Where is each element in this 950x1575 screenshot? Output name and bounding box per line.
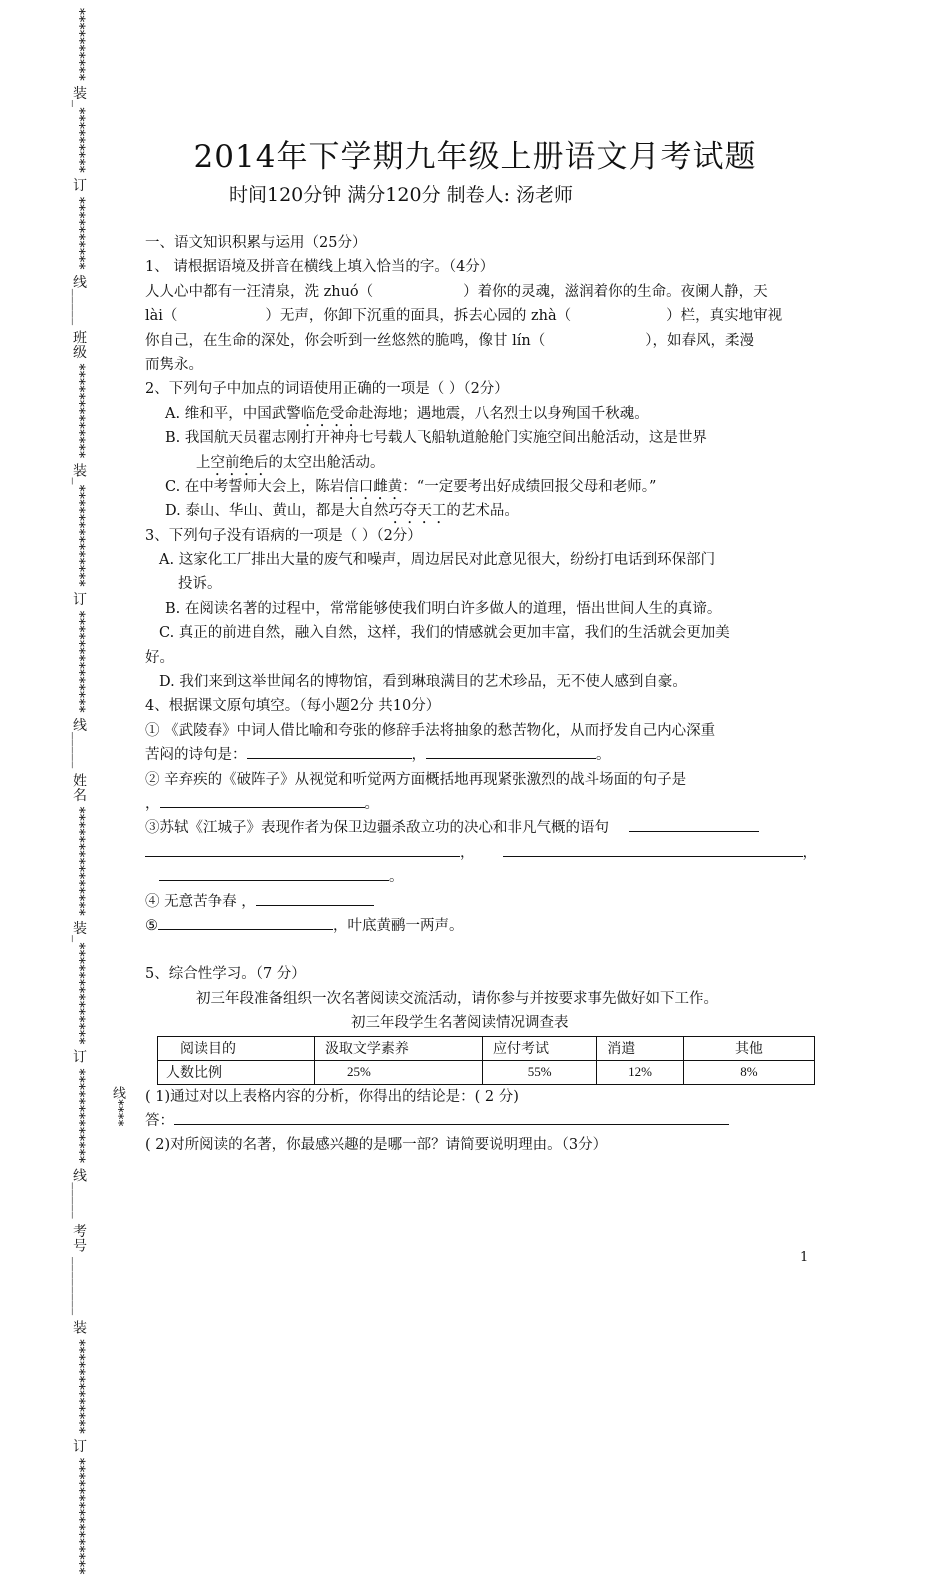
q2-dotted-word: 信口雌黄 <box>344 478 403 495</box>
table-header-row <box>158 1036 815 1060</box>
q1-line1 <box>145 280 815 304</box>
q3-option-c: C. 真正的前进自然，融入自然，这样，我们的情感就会更加丰富，我们的生活就会更加美 <box>159 625 730 642</box>
q2-text: 赴海地；遇地震，八名烈士以身殉国千秋魂。 <box>358 405 649 422</box>
q4-text: ， <box>802 844 817 861</box>
answer-label: 答： <box>145 1112 174 1129</box>
q5-sub2: ( 2)对所阅读的名著，你最感兴趣的是哪一部？请简要说明理由。（3分） <box>145 1137 608 1154</box>
binding-margin-tail <box>108 1086 126 1146</box>
q1-text: ）栏，真实地审视 <box>666 308 783 325</box>
q3-option-b: B. 在阅读名著的过程中，常常能够使我们明白许多做人的道理，悟出世间人生的真谛。 <box>165 600 722 617</box>
q1-text: ）无声，你卸下沉重的面具，拆去心园的 zhà（ <box>265 308 572 325</box>
table-cell: 55% <box>482 1060 596 1084</box>
q2-text: ：“一定要考出好成绩回报父母和老师。” <box>402 478 657 495</box>
answer-blank[interactable] <box>158 914 333 930</box>
q3-option-a: A. 这家化工厂排出大量的废气和噪声，周边居民对此意见很大，纷纷打电话到环保部门 <box>159 552 716 569</box>
table-cell: 汲取文学素养 <box>314 1036 482 1060</box>
q1-line3 <box>145 329 815 353</box>
q3-option-a-cont: 投诉。 <box>178 576 222 593</box>
table-cell: 阅读目的 <box>158 1036 315 1060</box>
q4-text: ④ 无意苦争春 ， <box>145 893 256 910</box>
answer-blank[interactable] <box>256 890 374 906</box>
section1-heading: 一、语文知识积累与运用（25分） <box>145 235 367 251</box>
q4-text: ，叶底黄鹂一两声。 <box>333 917 464 934</box>
q4-item1: ① 《武陵春》中词人借比喻和夸张的修辞手法将抽象的愁苦物化，从而抒发自己内心深重 <box>145 722 716 739</box>
q2-option-d <box>145 499 815 523</box>
table-row <box>158 1060 815 1084</box>
q4-item5 <box>145 914 815 938</box>
q4-text: 。 <box>364 795 379 812</box>
q5-prompt: 5、综合性学习。（7 分） <box>145 966 306 983</box>
q4-text: ③苏轼《江城子》表现作者为保卫边疆杀敌立功的决心和非凡气概的语句 <box>145 820 609 837</box>
binding-column-tail-text: 线**** <box>110 1086 125 1127</box>
answer-blank[interactable] <box>174 1109 729 1125</box>
q4-prompt: 4、根据课文原句填空。（每小题2分 共10分） <box>145 698 441 715</box>
q3-option-d: D. 我们来到这举世闻名的博物馆，看到琳琅满目的艺术珍品，无不使人感到自豪。 <box>159 674 687 691</box>
q4-text: 。 <box>389 869 404 886</box>
table-cell: 应付考试 <box>482 1036 596 1060</box>
q4-text: ， <box>145 795 160 812</box>
q1-text: 人人心中都有一汪清泉，洗 zhuó（ <box>145 283 374 300</box>
q3-option-c-cont: 好。 <box>145 649 174 666</box>
q2-text: 的太空出舱活动。 <box>268 454 385 471</box>
q2-option-c <box>145 475 815 499</box>
binding-margin-left <box>70 8 88 1575</box>
q1-text: ）着你的灵魂，滋润着你的生命。夜阑人静，天 <box>463 283 768 300</box>
q4-item3-cont <box>145 841 815 865</box>
q1-text: ），如春风，柔漫 <box>645 332 754 349</box>
q2-text: A. 维和平，中国武警 <box>165 405 301 422</box>
answer-blank[interactable] <box>145 841 460 857</box>
q2-prompt: 2、下列句子中加点的词语使用正确的一项是（ ）（2分） <box>145 381 509 398</box>
survey-table-title: 初三年段学生名著阅读情况调查表 <box>351 1015 569 1032</box>
table-cell: 消遣 <box>597 1036 684 1060</box>
survey-table <box>157 1036 815 1085</box>
q4-text: ， <box>411 747 426 764</box>
table-cell: 其他 <box>683 1036 814 1060</box>
q1-prompt: 1、 请根据语境及拼音在横线上填入恰当的字。（4分） <box>145 259 495 276</box>
q2-text: 的艺术品。 <box>446 503 519 520</box>
q3-prompt: 3、下列句子没有语病的一项是（ ）（2分） <box>145 527 422 544</box>
q2-dotted-word: 空前绝后 <box>210 454 269 471</box>
q2-option-b-cont <box>145 451 815 475</box>
exam-subtitle: 时间120分钟 满分120分 制卷人: 汤老师 <box>229 184 574 206</box>
q1-line2 <box>145 304 815 328</box>
q2-option-a <box>145 402 815 426</box>
q4-text: 。 <box>596 747 611 764</box>
binding-column-text: ********** 装_********* 订 ********** 线_____ 班级 ************* 装_************** 订 ************** 线_____ 姓名 *************** 装_************** 订 ************* 线_____ 考号 ________ 装 ************* 订 **************** <box>71 8 87 1575</box>
exam-title: 2014年下学期九年级上册语文月考试题 <box>193 139 757 175</box>
q5-answer-line <box>145 1109 815 1133</box>
page-number: 1 <box>800 1250 809 1265</box>
table-cell: 人数比例 <box>158 1060 315 1084</box>
answer-blank[interactable] <box>629 816 759 832</box>
exam-content <box>145 231 815 1158</box>
table-cell: 25% <box>314 1060 482 1084</box>
q4-item2: ② 辛弃疾的《破阵子》从视觉和听觉两方面概括地再现紧张激烈的战斗场面的句子是 <box>145 771 687 788</box>
q2-text: C. 在中考誓师大会上，陈岩 <box>165 478 345 495</box>
q4-item3 <box>145 816 815 840</box>
q4-item1-cont <box>145 743 815 767</box>
answer-blank[interactable] <box>160 792 365 808</box>
q5-intro: 初三年段准备组织一次名著阅读交流活动，请你参与并按要求事先做好如下工作。 <box>196 990 718 1007</box>
answer-blank[interactable] <box>159 865 389 881</box>
answer-blank[interactable] <box>426 743 596 759</box>
answer-blank[interactable] <box>247 743 412 759</box>
q2-dotted-word: 巧夺天工 <box>388 503 447 520</box>
q2-text: D. 泰山、华山、黄山，都是大自然 <box>165 503 389 520</box>
answer-blank[interactable] <box>503 841 803 857</box>
q5-sub1: ( 1)通过对以上表格内容的分析，你得出的结论是：( 2 分) <box>145 1088 519 1105</box>
q2-dotted-word: 临危受命 <box>300 405 359 422</box>
q4-text: ， <box>460 844 475 861</box>
q2-text: 上 <box>196 454 211 471</box>
q4-text: ⑤ <box>145 917 158 934</box>
q1-text: 你自己，在生命的深处，你会听到一丝悠然的脆鸣，像甘 lín（ <box>145 332 546 349</box>
q4-item4 <box>145 890 815 914</box>
table-cell: 12% <box>597 1060 684 1084</box>
q1-line4: 而隽永。 <box>145 356 203 373</box>
q4-text: 苦闷的诗句是： <box>145 747 247 764</box>
q4-item3-cont2 <box>145 865 815 889</box>
q4-item2-cont <box>145 792 815 816</box>
table-cell: 8% <box>683 1060 814 1084</box>
q2-option-b: B. 我国航天员翟志刚打开神舟七号载人飞船轨道舱舱门实施空间出舱活动，这是世界 <box>165 430 707 447</box>
q1-text: lài（ <box>145 308 178 325</box>
